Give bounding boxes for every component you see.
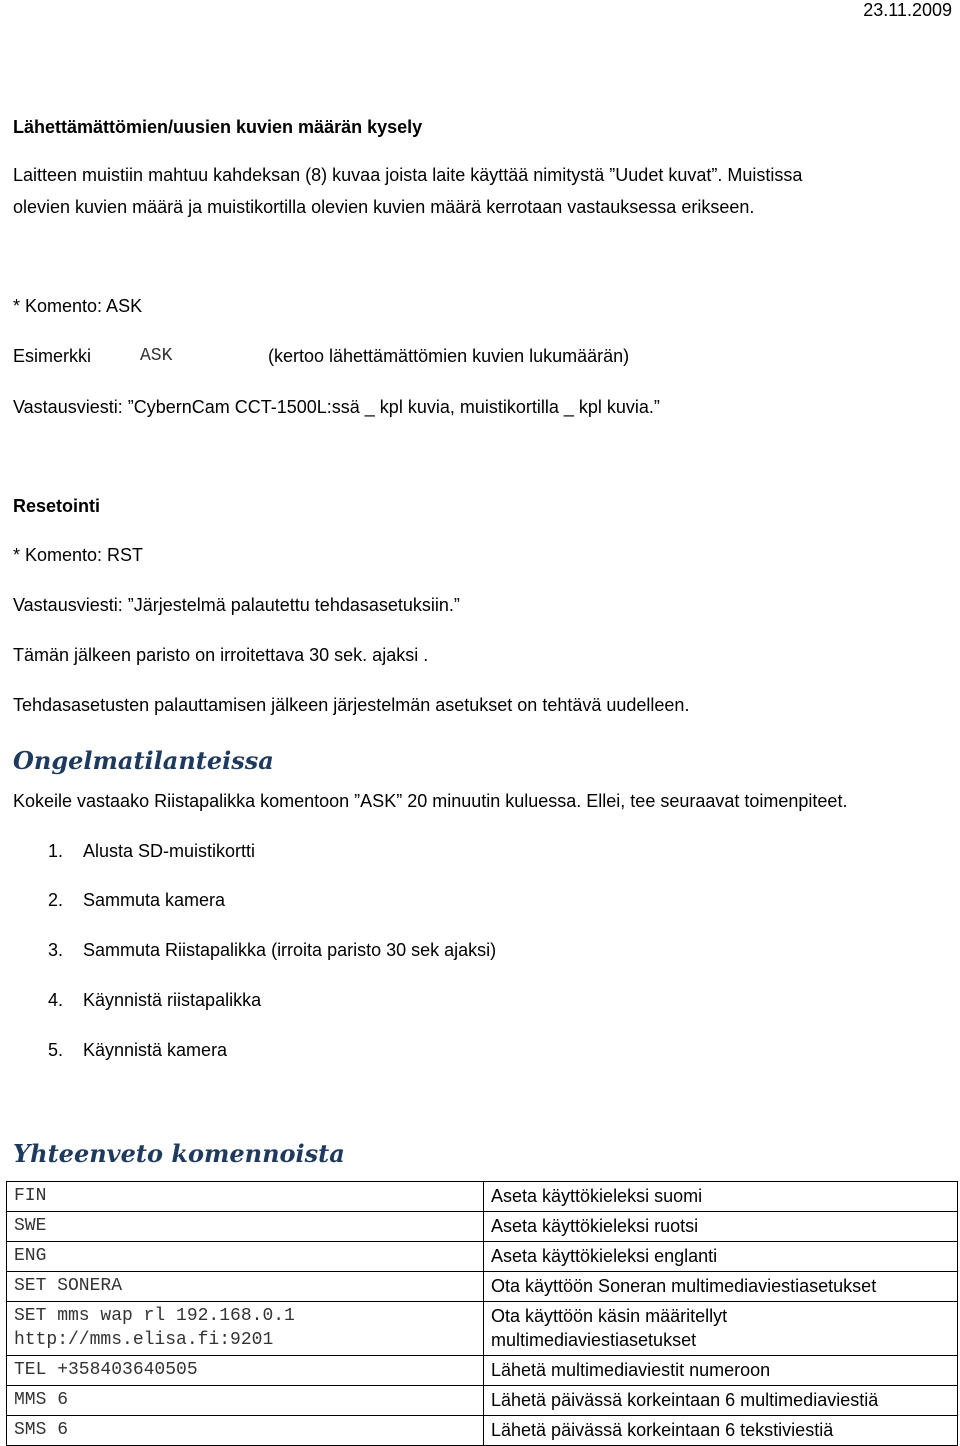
list-item xyxy=(0,939,960,961)
section-title-reset: Resetointi xyxy=(13,496,101,516)
description-cell: Aseta käyttökieleksi englanti xyxy=(484,1242,958,1272)
list-item-text: Sammuta kamera xyxy=(83,890,226,910)
list-item-number: 1. xyxy=(48,841,64,861)
ask-example-code: ASK xyxy=(140,346,173,366)
reset-response: Vastausviesti: ”Järjestelmä palautettu tehdasasetuksiin.” xyxy=(13,595,460,615)
section-title-problems: Ongelmatilanteissa xyxy=(13,746,274,775)
command-cell: FIN xyxy=(7,1182,484,1212)
ask-example-description: (kertoo lähettämättömien kuvien lukumäärän) xyxy=(268,346,630,366)
table-row xyxy=(7,1242,958,1272)
list-item-number: 4. xyxy=(48,990,64,1010)
list-item-number: 2. xyxy=(48,890,64,910)
description-cell-line: Ota käyttöön käsin määritellyt xyxy=(491,1306,728,1326)
reset-line2: Tehdasasetusten palauttamisen jälkeen järjestelmän asetukset on tehtävä uudelleen. xyxy=(13,695,690,715)
ask-paragraph-line2: olevien kuvien määrä ja muistikortilla olevien kuvien määrä kerrotaan vastauksessa erikseen. xyxy=(13,197,755,217)
list-item-text: Alusta SD-muistikortti xyxy=(83,841,256,861)
description-cell: Lähetä päivässä korkeintaan 6 tekstiviestiä xyxy=(484,1416,958,1446)
table-row xyxy=(7,1212,958,1242)
command-cell: TEL +358403640505 xyxy=(7,1356,484,1386)
table-row xyxy=(7,1182,958,1212)
list-item xyxy=(0,1039,960,1061)
table-row xyxy=(7,1302,958,1356)
table-row xyxy=(7,1272,958,1302)
list-item xyxy=(0,989,960,1011)
command-summary-table xyxy=(6,1181,958,1446)
ask-command: * Komento: ASK xyxy=(13,296,143,316)
list-item-text: Käynnistä kamera xyxy=(83,1040,228,1060)
command-cell-line: SET mms wap rl 192.168.0.1 xyxy=(14,1306,295,1326)
command-cell-line: http://mms.elisa.fi:9201 xyxy=(14,1330,274,1350)
command-cell: ENG xyxy=(7,1242,484,1272)
description-cell: Aseta käyttökieleksi ruotsi xyxy=(484,1212,958,1242)
description-cell-line: multimediaviestiasetukset xyxy=(491,1330,697,1350)
document-date: 23.11.2009 xyxy=(863,0,952,20)
list-item-text: Sammuta Riistapalikka (irroita paristo 30 sek ajaksi) xyxy=(83,940,497,960)
command-cell: SMS 6 xyxy=(7,1416,484,1446)
section-title-ask: Lähettämättömien/uusien kuvien määrän kysely xyxy=(13,117,423,137)
section-title-summary: Yhteenveto komennoista xyxy=(13,1139,345,1168)
table-row xyxy=(7,1386,958,1416)
command-cell: SET SONERA xyxy=(7,1272,484,1302)
table-row xyxy=(7,1356,958,1386)
command-cell xyxy=(7,1302,484,1356)
list-item-text: Käynnistä riistapalikka xyxy=(83,990,262,1010)
description-cell: Ota käyttöön Soneran multimediaviestiasetukset xyxy=(484,1272,958,1302)
list-item xyxy=(0,889,960,911)
list-item-number: 3. xyxy=(48,940,64,960)
reset-line1: Tämän jälkeen paristo on irroitettava 30 sek. ajaksi . xyxy=(13,645,429,665)
ask-response: Vastausviesti: ”CybernCam CCT-1500L:ssä _ kpl kuvia, muistikortilla _ kpl kuvia.” xyxy=(13,397,660,417)
command-cell: MMS 6 xyxy=(7,1386,484,1416)
reset-command: * Komento: RST xyxy=(13,545,144,565)
ask-paragraph-line1: Laitteen muistiin mahtuu kahdeksan (8) kuvaa joista laite käyttää nimitystä ”Uudet kuvat”. Muistissa xyxy=(13,165,803,185)
table-row xyxy=(7,1416,958,1446)
description-cell: Lähetä multimediaviestit numeroon xyxy=(484,1356,958,1386)
description-cell xyxy=(484,1302,958,1356)
command-cell: SWE xyxy=(7,1212,484,1242)
list-item xyxy=(0,840,960,862)
problems-intro: Kokeile vastaako Riistapalikka komentoon ”ASK” 20 minuutin kuluessa. Ellei, tee seuraavat toimenpiteet. xyxy=(13,791,848,811)
ask-example-label: Esimerkki xyxy=(13,346,92,366)
description-cell: Lähetä päivässä korkeintaan 6 multimediaviestiä xyxy=(484,1386,958,1416)
list-item-number: 5. xyxy=(48,1040,64,1060)
description-cell: Aseta käyttökieleksi suomi xyxy=(484,1182,958,1212)
